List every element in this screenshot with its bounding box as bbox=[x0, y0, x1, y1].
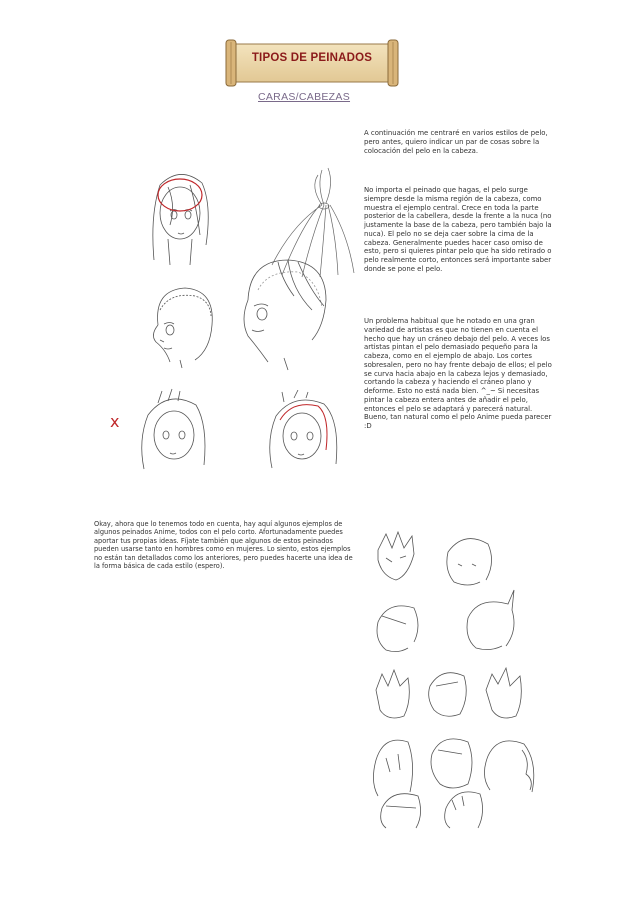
hairstyle-1 bbox=[378, 532, 414, 580]
front-face-sketch bbox=[140, 165, 220, 270]
examples-paragraph: Okay, ahora que lo tenemos todo en cuenta, hay aquí algunos ejemplos de algunos peinados Anime, todos con el pelo corto. Afortunadamente puedes aportar tus propias ideas. Fíjate también que algunos de estos peinados pueden usarse tanto en hombres como en mujeres. Lo siento, estos ejemplos no están tan detallados como los anteriores, pero puedes hacerte una idea de la forma básica de cada estilo (espero). bbox=[94, 520, 353, 571]
hairstyle-2 bbox=[447, 539, 492, 585]
hairstyle-5 bbox=[376, 670, 409, 718]
hairstyle-3 bbox=[377, 606, 418, 652]
hairstyle-4 bbox=[467, 590, 514, 650]
wrong-mark-icon: x bbox=[110, 412, 120, 431]
hairstyle-10 bbox=[484, 741, 533, 792]
intro-paragraph: A continuación me centraré en varios estilos de pelo, pero antes, quiero indicar un par de cosas sobre la colocación del pelo en la cabeza. bbox=[364, 129, 548, 155]
hairstyle-11 bbox=[381, 794, 421, 828]
section-subtitle: CARAS/CABEZAS bbox=[258, 91, 351, 103]
common-problem-paragraph: Un problema habitual que he notado en una gran variedad de artistas es que no tienen en cuenta el hecho que hay un cráneo debajo del pelo. A veces los artistas pintan el pelo demasiado pequeño para la cabeza, como en el ejemplo de abajo. Los cortes sobresalen, pero no hay frente debajo de ellos; el pelo se curva hacia abajo en la cabeza lejos y demasiado, cortando la cabeza y haciendo el cráneo plano y deforme. Esto no está nada bien. ^_~ Si necesitas pintar la cabeza entera antes de añadir el pelo, entonces el pelo se adaptará y parecerá natural. Bueno, tan natural como el pelo Anime pueda parecer :D bbox=[364, 317, 552, 430]
hair-growth-paragraph: No importa el peinado que hagas, el pelo surge siempre desde la misma región de la cabeza, como muestra el ejemplo central. Crece en toda la parte posterior de la cabellera, desde la frente a la nuca (no justamente la base de la cabeza, pero también bajo la nuca). El pelo no se deja caer sobre la cima de la cabeza. Generalmente puedes hacer caso omiso de esto, pero si quieres pintar pelo que ha sido retirado o pelo realmente corto, entonces será importante saber donde se pone el pelo. bbox=[364, 186, 552, 273]
hairstyle-12 bbox=[445, 792, 483, 828]
hairstyle-8 bbox=[373, 740, 412, 796]
hairstyle-7 bbox=[486, 668, 521, 718]
bald-head-sketch bbox=[140, 280, 225, 370]
hairstyle-6 bbox=[429, 673, 467, 717]
page-title: TIPOS DE PEINADOS bbox=[251, 52, 373, 64]
wrong-example-sketch bbox=[108, 385, 226, 473]
hairstyle-examples-grid bbox=[368, 530, 548, 830]
hair-region-sketch bbox=[228, 250, 348, 372]
correct-example-sketch bbox=[258, 390, 348, 470]
hairstyle-9 bbox=[431, 739, 472, 788]
